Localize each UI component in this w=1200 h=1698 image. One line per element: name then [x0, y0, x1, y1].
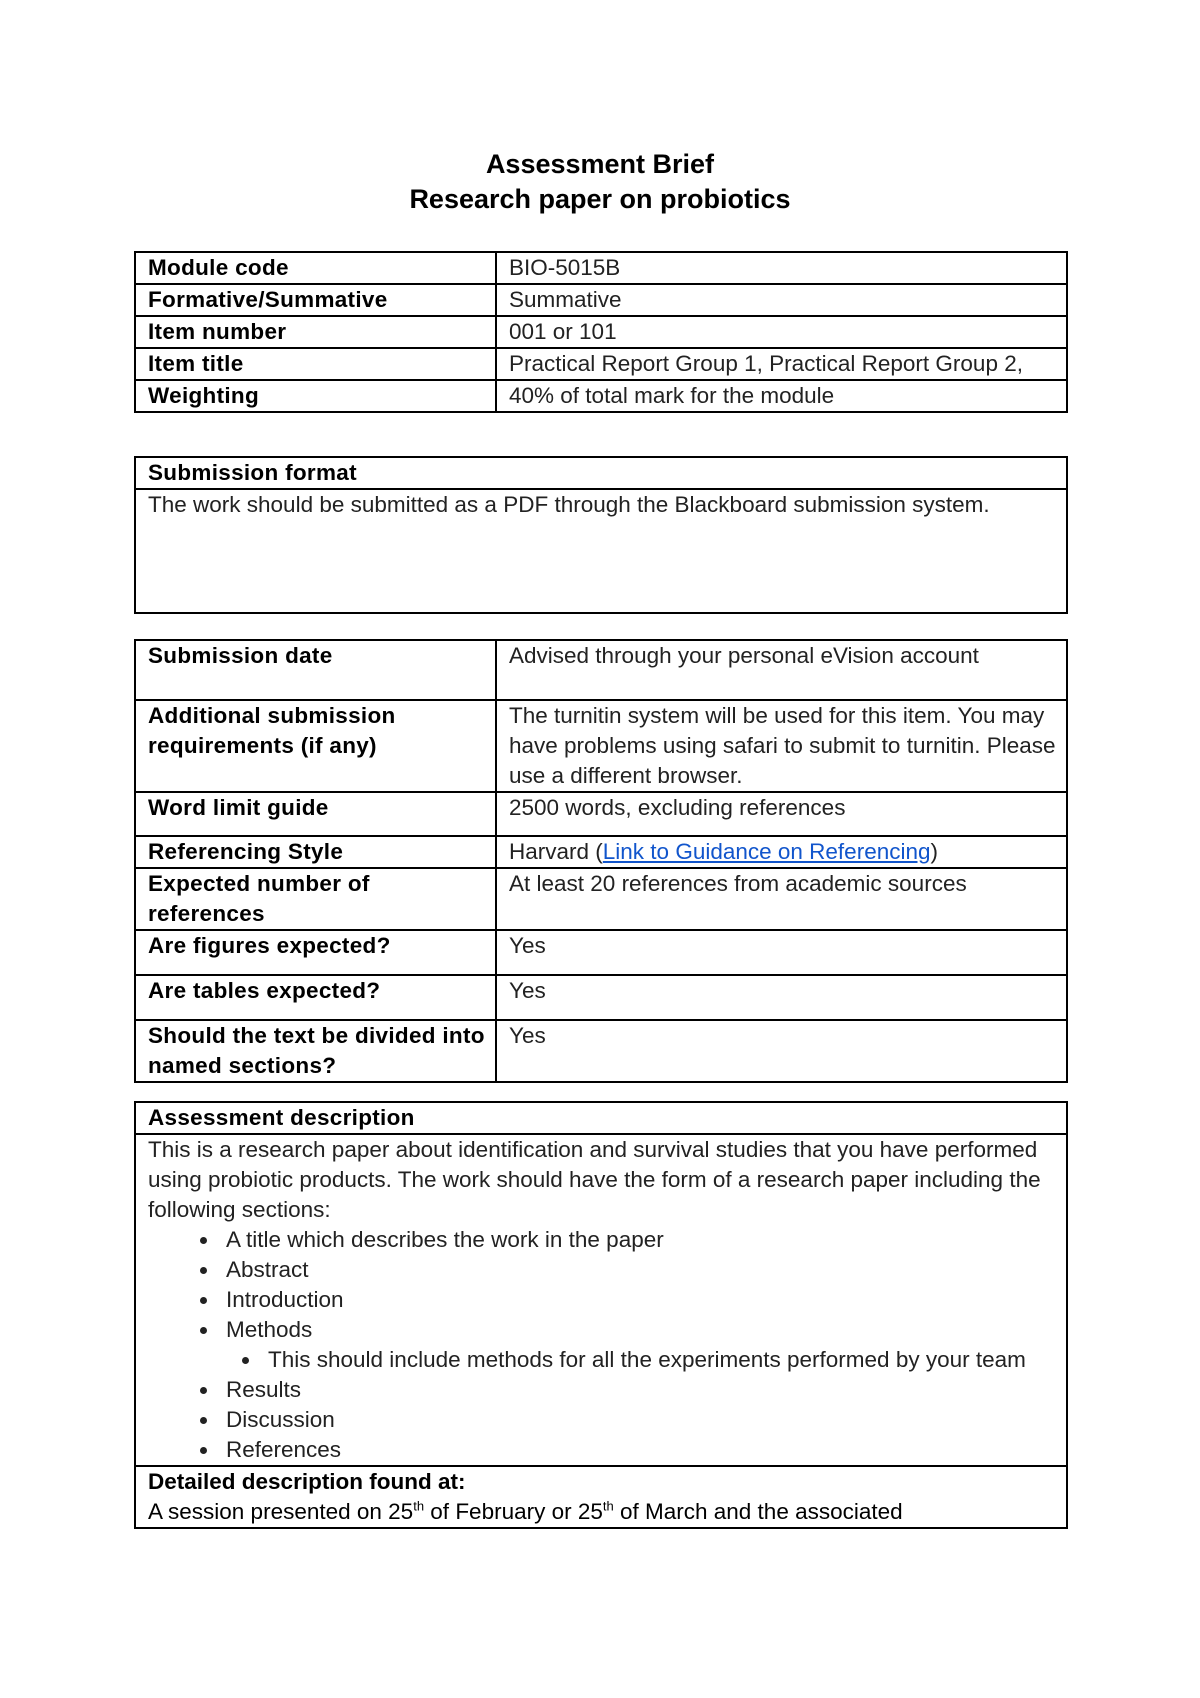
sections-list: [148, 1225, 1056, 1465]
detailed-text-part: of March and the associated: [613, 1499, 903, 1524]
assessment-intro: This is a research paper about identification and survival studies that you have performed using probiotic products. The work should have the form of a research paper including the following sections:: [148, 1137, 1041, 1222]
document-subtitle: Research paper on probiotics: [409, 184, 791, 214]
item-number-label: Item number: [135, 316, 496, 348]
module-info-table: [134, 251, 1068, 413]
referencing-prefix: Harvard (: [509, 839, 603, 864]
item-title-label: Item title: [135, 348, 496, 380]
table-row: [135, 489, 1067, 613]
table-row: [135, 930, 1067, 975]
table-row: [135, 348, 1067, 380]
table-row: [135, 380, 1067, 412]
table-row: [135, 640, 1067, 700]
methods-sublist: [226, 1345, 1056, 1375]
named-sections-label: Should the text be divided into named sections?: [135, 1020, 496, 1082]
list-item: • Results: [220, 1375, 1056, 1405]
list-item: • This should include methods for all the experiments performed by your team: [262, 1345, 1056, 1375]
table-row: [135, 1466, 1067, 1528]
additional-requirements-label: Additional submission requirements (if any): [135, 700, 496, 792]
figures-expected-label: Are figures expected?: [135, 930, 496, 975]
ordinal-suffix: th: [413, 1498, 425, 1514]
list-item: [220, 1315, 1056, 1375]
formative-summative-value: Summative: [496, 284, 1067, 316]
item-title-value: Practical Report Group 1, Practical Report Group 2,: [496, 348, 1067, 380]
list-item: • Discussion: [220, 1405, 1056, 1435]
additional-requirements-value: The turnitin system will be used for this item. You may have problems using safari to submit to turnitin. Please use a different browser.: [496, 700, 1067, 792]
figures-expected-value: Yes: [496, 930, 1067, 975]
word-limit-label: Word limit guide: [135, 792, 496, 836]
tables-expected-value: Yes: [496, 975, 1067, 1020]
table-row: [135, 700, 1067, 792]
table-row: [135, 868, 1067, 930]
module-code-value: BIO-5015B: [496, 252, 1067, 284]
table-row: [135, 1102, 1067, 1134]
referencing-suffix: ): [930, 839, 938, 864]
referencing-style-label: Referencing Style: [135, 836, 496, 868]
weighting-label: Weighting: [135, 380, 496, 412]
table-row: [135, 1020, 1067, 1082]
assessment-description-heading: Assessment description: [135, 1102, 1067, 1134]
list-item: • A title which describes the work in the paper: [220, 1225, 1056, 1255]
tables-expected-label: Are tables expected?: [135, 975, 496, 1020]
assessment-description-table: [134, 1101, 1068, 1529]
item-number-value: 001 or 101: [496, 316, 1067, 348]
table-row: [135, 316, 1067, 348]
table-row: [135, 457, 1067, 489]
expected-references-value: At least 20 references from academic sources: [496, 868, 1067, 930]
list-item: • Abstract: [220, 1255, 1056, 1285]
detailed-description-heading: Detailed description found at:: [148, 1469, 466, 1494]
requirements-table: [134, 639, 1068, 1083]
table-row: [135, 975, 1067, 1020]
table-row: [135, 284, 1067, 316]
detailed-text-part: A session presented on 25: [148, 1499, 414, 1524]
document-title: Assessment Brief: [485, 149, 715, 179]
module-code-label: Module code: [135, 252, 496, 284]
referencing-guidance-link[interactable]: Link to Guidance on Referencing: [602, 839, 931, 864]
detailed-text-part: of February or 25: [424, 1499, 603, 1524]
word-limit-value: 2500 words, excluding references: [496, 792, 1067, 836]
formative-summative-label: Formative/Summative: [135, 284, 496, 316]
table-row: [135, 836, 1067, 868]
submission-format-text: The work should be submitted as a PDF through the Blackboard submission system.: [135, 489, 1067, 613]
submission-date-value: Advised through your personal eVision account: [496, 640, 1067, 700]
assessment-description-body: [135, 1134, 1067, 1466]
table-row: [135, 1134, 1067, 1466]
weighting-value: 40% of total mark for the module: [496, 380, 1067, 412]
detailed-description-text: [148, 1497, 1056, 1527]
expected-references-label: Expected number of references: [135, 868, 496, 930]
table-row: [135, 252, 1067, 284]
referencing-style-value: [496, 836, 1067, 868]
submission-format-table: [134, 456, 1068, 614]
named-sections-value: Yes: [496, 1020, 1067, 1082]
list-item: • References: [220, 1435, 1056, 1465]
table-row: [135, 792, 1067, 836]
methods-item-label: Methods: [226, 1317, 313, 1342]
list-item: • Introduction: [220, 1285, 1056, 1315]
submission-format-heading: Submission format: [135, 457, 1067, 489]
detailed-description-cell: [135, 1466, 1067, 1528]
ordinal-suffix: th: [602, 1498, 614, 1514]
submission-date-label: Submission date: [135, 640, 496, 700]
